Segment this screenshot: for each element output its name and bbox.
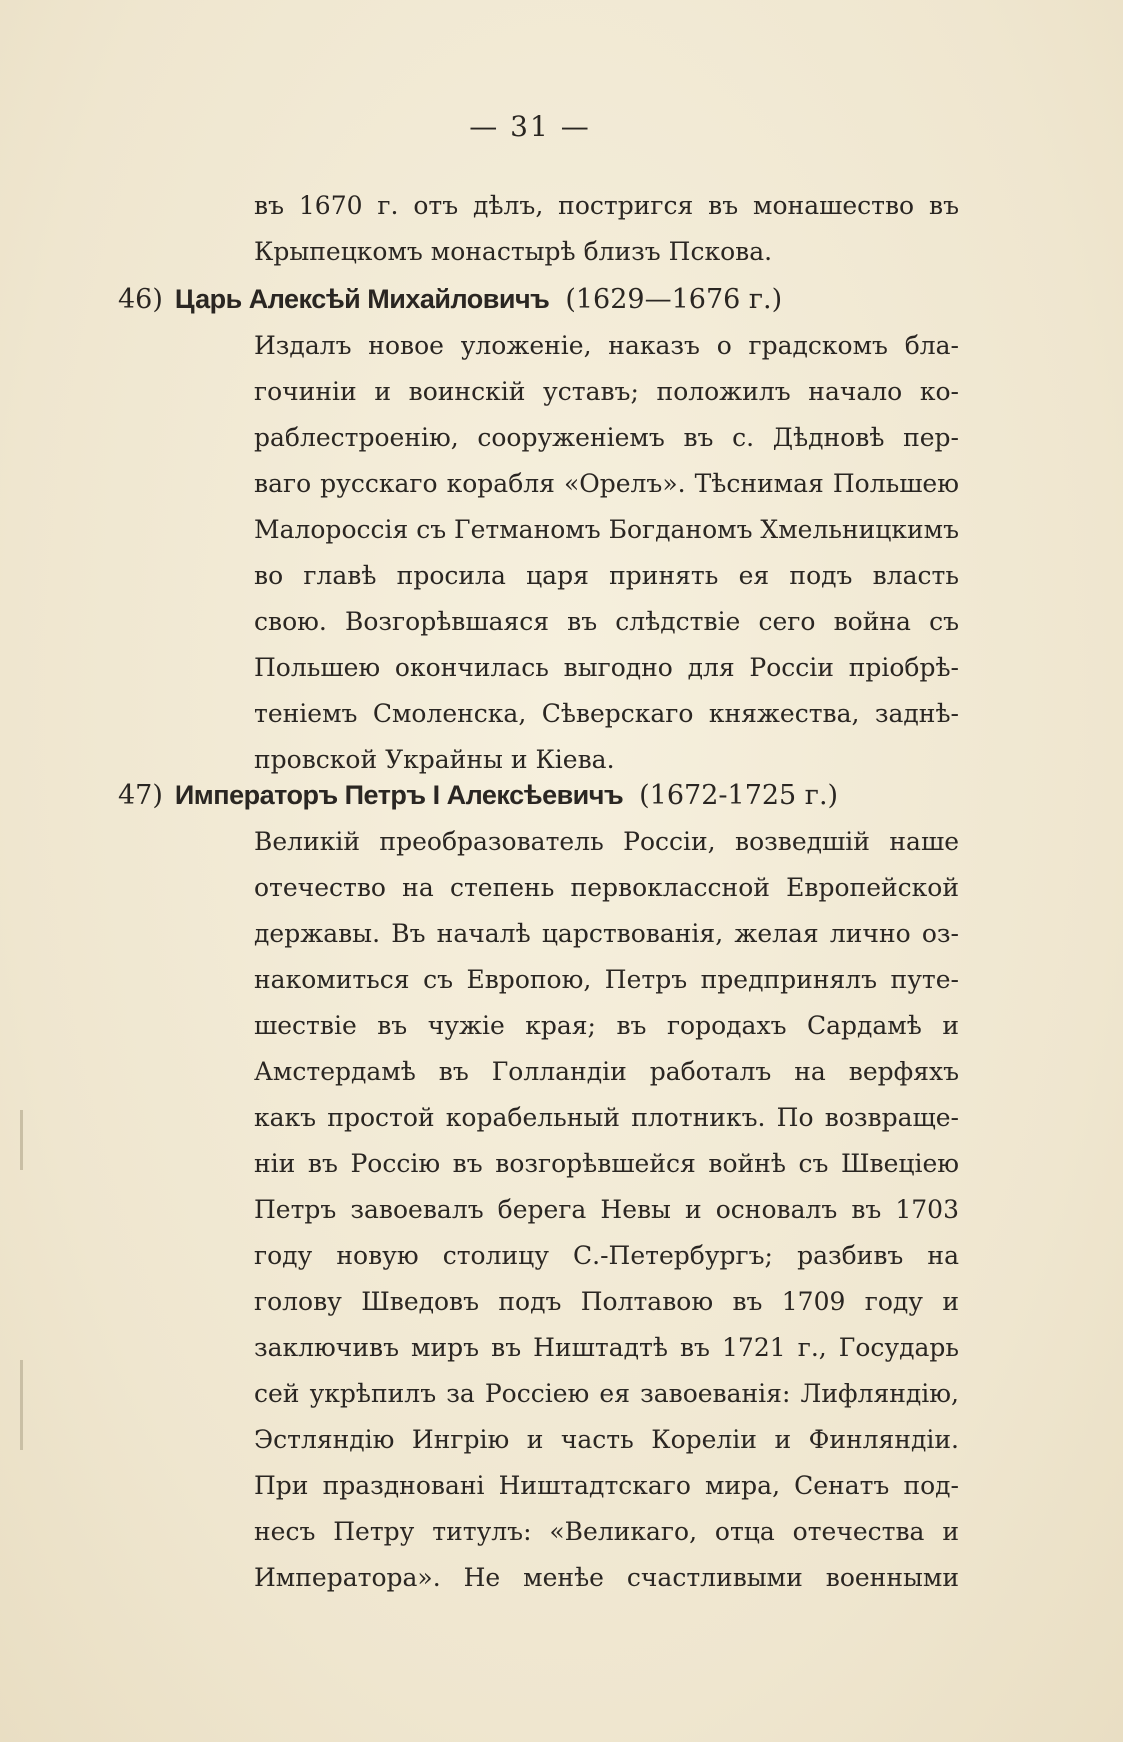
text-line: провской Украйны и Кіева. — [254, 745, 615, 774]
text-line: сей укрѣпилъ за Россіею ея завоеванія: Лифляндію, — [254, 1379, 959, 1408]
text-line: гочиніи и воинскій уставъ; положилъ начало ко- — [254, 377, 959, 406]
text-line: раблестроенію, сооруженіемъ въ с. Дѣдновѣ пер- — [254, 423, 959, 452]
text-line: Малороссія съ Гетманомъ Богданомъ Хмельницкимъ — [254, 515, 959, 544]
entry-name: Императоръ Петръ I Алексѣевичъ — [174, 780, 624, 810]
text-line: Амстердамѣ въ Голландіи работалъ на верфяхъ — [254, 1057, 959, 1086]
text-line: въ 1670 г. отъ дѣлъ, постригся въ монашество въ — [254, 191, 959, 220]
text-line: году новую столицу С.-Петербургъ; разбивъ на — [254, 1241, 959, 1270]
text-line: отечество на степень первоклассной Европейской — [254, 873, 959, 902]
entry-name: Царь Алексѣй Михайловичъ — [174, 284, 550, 314]
text-line: Польшею окончилась выгодно для Россіи пріобрѣ- — [254, 653, 959, 682]
text-line: теніемъ Смоленска, Сѣверскаго княжества, заднѣ- — [254, 699, 959, 728]
margin-mark — [20, 1360, 23, 1450]
text-line: ваго русскаго корабля «Орелъ». Тѣснимая Польшею — [254, 469, 959, 498]
page-number: — 31 — — [469, 110, 591, 143]
text-line: какъ простой корабельный плотникъ. По возвраще- — [254, 1103, 959, 1132]
margin-mark — [20, 1110, 23, 1170]
text-line: Эстляндію Ингрію и часть Кореліи и Финляндіи. — [254, 1425, 959, 1454]
text-line: голову Шведовъ подъ Полтавою въ 1709 году и — [254, 1287, 959, 1316]
text-line: ніи въ Россію въ возгорѣвшейся войнѣ съ Швеціею — [254, 1149, 959, 1178]
text-line: Издалъ новое уложеніе, наказъ о градскомъ бла- — [254, 331, 959, 360]
text-line: При праздновані Ништадтскаго мира, Сенатъ под- — [254, 1471, 959, 1500]
text-line: во главѣ просила царя принять ея подъ власть — [254, 561, 959, 590]
text-line: накомиться съ Европою, Петръ предпринялъ путе- — [254, 965, 959, 994]
text-line: несъ Петру титулъ: «Великаго, отца отечества и — [254, 1517, 959, 1546]
entry-number: 47) — [118, 780, 163, 811]
entry-number: 46) — [118, 284, 163, 315]
text-line: Великій преобразователь Россіи, возведшій наше — [254, 827, 959, 856]
text-line: Петръ завоевалъ берега Невы и основалъ въ 1703 — [254, 1195, 959, 1224]
text-line: свою. Возгорѣвшаяся въ слѣдствіе сего война съ — [254, 607, 959, 636]
text-line: заключивъ миръ въ Ништадтѣ въ 1721 г., Государь — [254, 1333, 959, 1362]
entry-years: (1629—1676 г.) — [565, 284, 783, 315]
text-line: державы. Въ началѣ царствованія, желая лично оз- — [254, 919, 959, 948]
entry-heading-46 — [118, 275, 782, 323]
text-line: Крыпецкомъ монастырѣ близъ Пскова. — [254, 237, 773, 266]
entry-heading-47 — [118, 771, 838, 819]
text-line: Императора». Не менѣе счастливыми военными — [254, 1563, 959, 1592]
text-line: шествіе въ чужіе края; въ городахъ Сардамѣ и — [254, 1011, 959, 1040]
entry-years: (1672-1725 г.) — [639, 780, 839, 811]
